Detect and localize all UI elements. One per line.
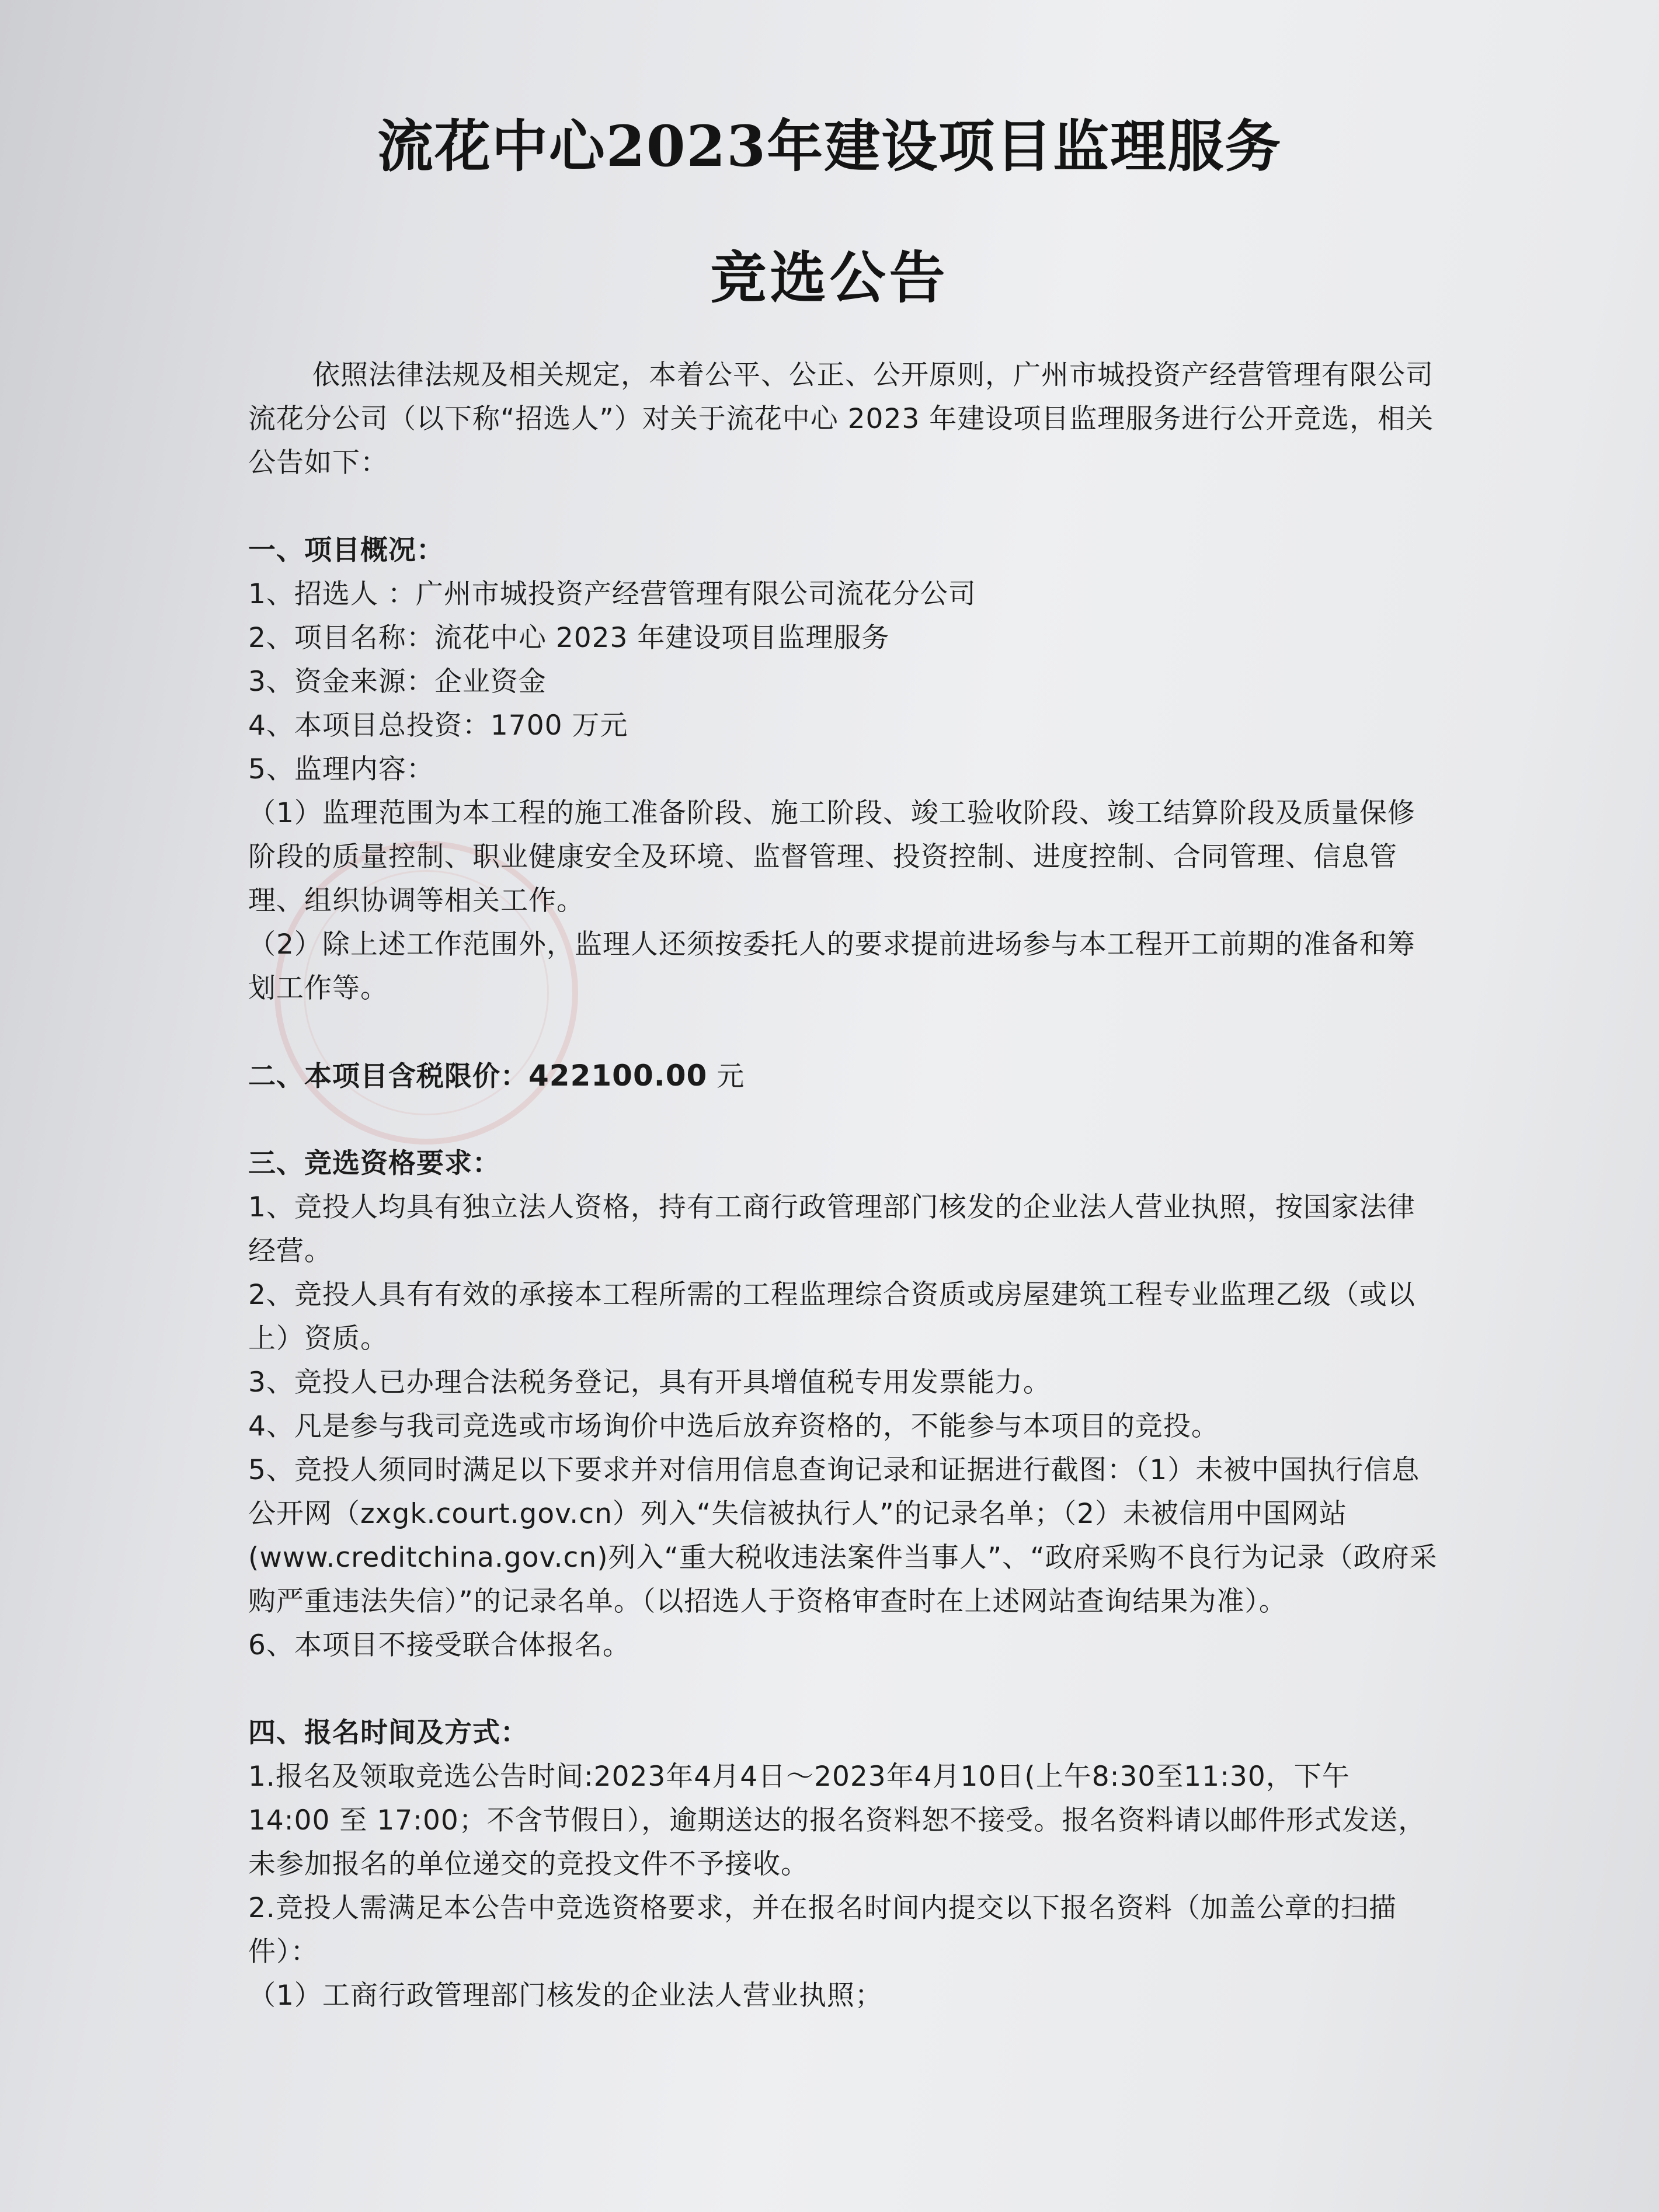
- section1-item3: 3、资金来源：企业资金: [248, 666, 547, 698]
- section3-item5: 5、竞投人须同时满足以下要求并对信用信息查询记录和证据进行截图：（1）未被中国执行信息公开网（zxgk.court.gov.cn）列入“失信被执行人”的记录名单；（2）未被信用中国网站(www.creditchina.gov.cn)列入“重大税收违法案件当事人”、“政府采购不良行为记录（政府采购严重违法失信）”的记录名单。（以招选人于资格审查时在上述网站查询结果为准）。: [248, 1454, 1438, 1618]
- section3-item1: 1、竞投人均具有独立法人资格，持有工商行政管理部门核发的企业法人营业执照，按国家法律经营。: [248, 1191, 1415, 1267]
- section4-heading: 四、报名时间及方式：: [248, 1717, 528, 1749]
- section3-item4: 4、凡是参与我司竞选或市场询价中选后放弃资格的，不能参与本项目的竞投。: [248, 1410, 1219, 1442]
- intro-paragraph: 依照法律法规及相关规定，本着公平、公正、公开原则，广州市城投资产经营管理有限公司流花分公司（以下称“招选人”）对关于流花中心 2023 年建设项目监理服务进行公开竞选，相关公告如下：: [248, 359, 1434, 479]
- section2-heading: 二、本项目含税限价：: [248, 1060, 528, 1093]
- section1-sub1: （1）监理范围为本工程的施工准备阶段、施工阶段、竣工验收阶段、竣工结算阶段及质量保修阶段的质量控制、职业健康安全及环境、监督管理、投资控制、进度控制、合同管理、信息管理、组织协调等相关工作。: [248, 797, 1415, 917]
- document-body: [248, 353, 1439, 2018]
- section4-item1: 1.报名及领取竞选公告时间:2023年4月4日～2023年4月10日(上午8:30至11:30，下午 14:00 至 17:00；不含节假日），逾期送达的报名资料恕不接受。报名资料请以邮件形式发送，未参加报名的单位递交的竞投文件不予接收。: [248, 1761, 1427, 1880]
- section3-heading: 三、竞选资格要求：: [248, 1147, 500, 1180]
- section4-item2: 2.竞投人需满足本公告中竞选资格要求，并在报名时间内提交以下报名资料（加盖公章的扫描件）：: [248, 1892, 1397, 1968]
- section1-heading: 一、项目概况：: [248, 534, 444, 566]
- document-title-line1: 流花中心2023年建设项目监理服务: [377, 113, 1282, 179]
- price-amount: 422100.00: [528, 1059, 708, 1093]
- section2-price-line: [248, 1054, 1439, 1098]
- section1-item1: 1、招选人 ：广州市城投资产经营管理有限公司流花分公司: [248, 578, 976, 610]
- section3-item6: 6、本项目不接受联合体报名。: [248, 1629, 631, 1661]
- section3-item2: 2、竞投人具有有效的承接本工程所需的工程监理综合资质或房屋建筑工程专业监理乙级（或以上）资质。: [248, 1279, 1415, 1355]
- section4-sub1: （1）工商行政管理部门核发的企业法人营业执照；: [248, 1980, 883, 2012]
- document-title-line2: 竞选公告: [710, 245, 949, 311]
- section1-sub2: （2）除上述工作范围外，监理人还须按委托人的要求提前进场参与本工程开工前期的准备和筹划工作等。: [248, 928, 1415, 1004]
- section1-item5: 5、监理内容：: [248, 753, 434, 785]
- price-unit: 元: [707, 1060, 745, 1093]
- section1-item2: 2、项目名称：流花中心 2023 年建设项目监理服务: [248, 622, 890, 654]
- section1-item4: 4、本项目总投资：1700 万元: [248, 709, 628, 742]
- section3-item3: 3、竞投人已办理合法税务登记，具有开具增值税专用发票能力。: [248, 1366, 1051, 1399]
